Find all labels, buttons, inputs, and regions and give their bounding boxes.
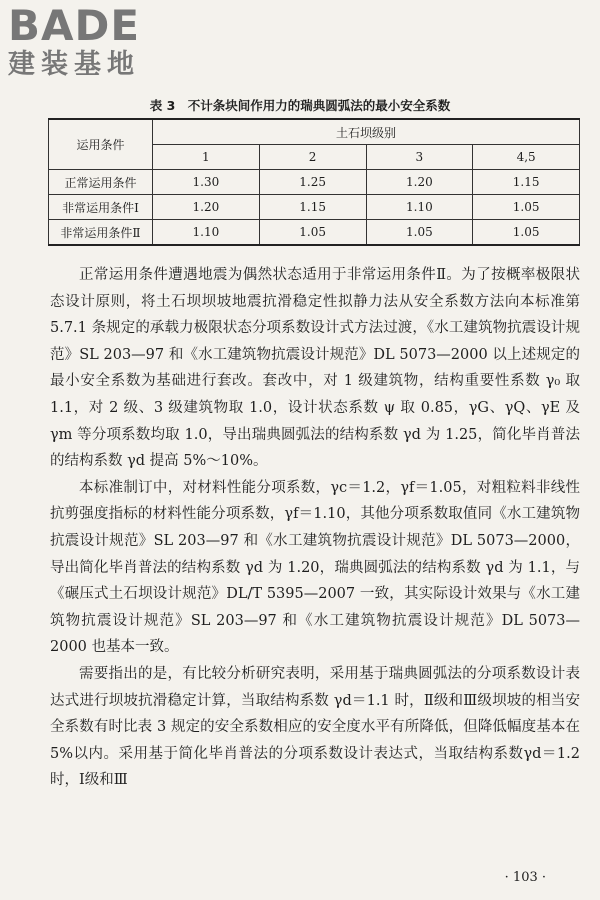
- condition-cell: 非常运用条件Ⅰ: [49, 195, 153, 220]
- grade-cell: 1: [153, 145, 260, 170]
- logo-subtitle: 建装基地: [8, 49, 140, 80]
- brand-logo: [8, 1, 141, 80]
- value-cell: 1.10: [153, 220, 260, 246]
- value-cell: 1.05: [366, 220, 473, 246]
- table-row: [49, 220, 580, 246]
- table-row: [49, 170, 580, 195]
- value-cell: 1.20: [366, 170, 473, 195]
- body-text: [50, 262, 580, 794]
- condition-header: 运用条件: [49, 119, 153, 170]
- paragraph: 需要指出的是，有比较分析研究表明，采用基于瑞典圆弧法的分项系数设计表达式进行坝坡抗滑稳定计算，当取结构系数 γd＝1.1 时，Ⅱ级和Ⅲ级坝坡的相当安全系数有时比表 3 规定的安全系数相应的安全度水平有所降低，但降低幅度基本在 5%以内。采用基于简化毕肖普法的分项系数设计表达式，当取结构系数γd＝1.2 时，Ⅰ级和Ⅲ: [50, 665, 580, 789]
- paragraph: 本标准制订中，对材料性能分项系数，γc＝1.2，γf＝1.05，对粗粒料非线性抗剪强度指标的材料性能分项系数，γf＝1.10，其他分项系数取值同《水工建筑物抗震设计规范》SL 203—97 和《水工建筑物抗震设计规范》DL 5073—2000，导出简化毕肖普法的结构系数 γd 为 1.20，瑞典圆弧法的结构系数 γd 为 1.1，与《碾压式土石坝设计规范》DL/T 5395—2007 一致，其实际设计效果与《水工建筑物抗震设计规范》SL 203—97 和《水工建筑物抗震设计规范》DL 5073—2000 也基本一致。: [50, 479, 580, 656]
- paragraph: 正常运用条件遭遇地震为偶然状态适用于非常运用条件Ⅱ。为了按概率极限状态设计原则，将土石坝坝坡地震抗滑稳定性拟静力法从安全系数方法向本标准第 5.7.1 条规定的承载力极限状态分项系数设计式方法过渡，《水工建筑物抗震设计规范》SL 203—97 和《水工建筑物抗震设计规范》DL 5073—2000 以上述规定的最小安全系数为基础进行套改。套改中，对 1 级建筑物，结构重要性系数 γ₀ 取 1.1，对 2 级、3 级建筑物取 1.0，设计状态系数 ψ 取 0.85，γG、γQ、γE 及 γm 等分项系数均取 1.0，导出瑞典圆弧法的结构系数 γd 为 1.25，简化毕肖普法的结构系数 γd 提高 5%～10%。: [50, 267, 580, 470]
- table-header-row: [49, 119, 580, 145]
- grade-cell: 4,5: [473, 145, 580, 170]
- grade-cell: 3: [366, 145, 473, 170]
- table-caption: 表 3 不计条块间作用力的瑞典圆弧法的最小安全系数: [149, 98, 451, 113]
- value-cell: 1.05: [473, 220, 580, 246]
- logo-brand-text: BADE: [8, 1, 141, 50]
- grade-cell: 2: [259, 145, 366, 170]
- value-cell: 1.30: [153, 170, 260, 195]
- value-cell: 1.10: [366, 195, 473, 220]
- page-number: · 103 ·: [504, 870, 546, 885]
- value-cell: 1.25: [259, 170, 366, 195]
- value-cell: 1.20: [153, 195, 260, 220]
- grade-header: 土石坝级别: [153, 119, 580, 145]
- table-row: [49, 195, 580, 220]
- value-cell: 1.05: [473, 195, 580, 220]
- value-cell: 1.15: [473, 170, 580, 195]
- value-cell: 1.15: [259, 195, 366, 220]
- value-cell: 1.05: [259, 220, 366, 246]
- safety-factor-table: [48, 118, 580, 246]
- condition-cell: 非常运用条件Ⅱ: [49, 220, 153, 246]
- condition-cell: 正常运用条件: [49, 170, 153, 195]
